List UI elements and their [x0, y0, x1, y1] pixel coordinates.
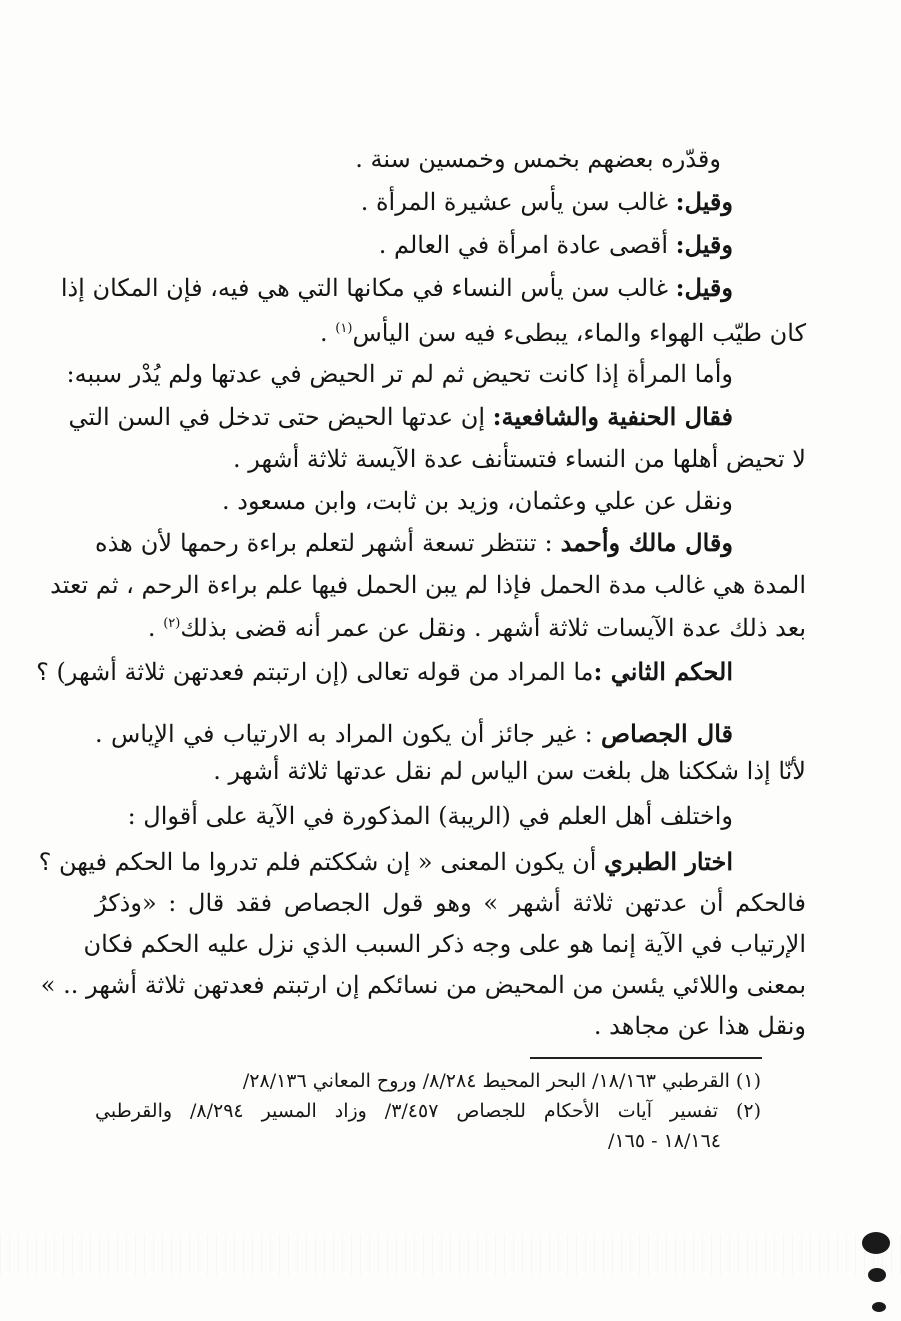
text-line-19: الإرتياب في الآية إنما هو على وجه ذكر السبب الذي نزل عليه الحكم فكان — [83, 930, 806, 958]
lead-term: اختار الطبري — [604, 847, 733, 876]
text-line-1: وقدّره بعضهم بخمس وخمسين سنة . — [355, 145, 721, 173]
footnote-separator — [530, 1057, 762, 1059]
text-line-10: وقال مالك وأحمد : تنتظر تسعة أشهر لتعلم براءة رحمها لأن هذه — [95, 528, 733, 557]
text-line-13: الحكم الثاني :ما المراد من قوله تعالى (إن ارتبتم فعدتهن ثلاثة أشهر) ؟ — [36, 657, 733, 686]
text-line-14: قال الجصاص : غير جائز أن يكون المراد به الارتياب في الإياس . — [95, 719, 733, 748]
lead-term: وقيل: — [675, 187, 733, 216]
text-line-21: ونقل هذا عن مجاهد . — [593, 1012, 806, 1040]
text-line-4: وقيل: غالب سن يأس النساء في مكانها التي هي فيه، فإن المكان إذا — [60, 273, 733, 302]
text-line-16: واختلف أهل العلم في (الريبة) المذكورة في الآية على أقوال : — [127, 802, 733, 830]
scan-noise — [0, 1235, 901, 1275]
text-line-7: فقال الحنفية والشافعية: إن عدتها الحيض حتى تدخل في السن التي — [68, 402, 733, 431]
text-line-20: بمعنى واللائي يئسن من المحيض من نسائكم إن ارتبتم فعدتهن ثلاثة أشهر .. » — [40, 971, 806, 999]
footnote-3: ١٨/١٦٤ - ١٦٥/ — [608, 1130, 721, 1152]
lead-term: وقيل: — [675, 273, 733, 302]
footnote-ref-2: (٢) — [163, 616, 181, 631]
footnote-ref-1: (١) — [335, 321, 353, 336]
text-line-12: بعد ذلك عدة الآيسات ثلاثة أشهر . ونقل عن عمر أنه قضى بذلك$^{(٢)}$ . — [147, 614, 806, 642]
text-line-18: فالحكم أن عدتهن ثلاثة أشهر » وهو قول الجصاص فقد قال : «وذكرُ — [95, 889, 806, 917]
text-line-3: وقيل: أقصى عادة امرأة في العالم . — [378, 230, 733, 259]
lead-term: قال الجصاص — [601, 719, 733, 748]
text-line-6: وأما المرأة إذا كانت تحيض ثم لم تر الحيض في عدتها ولم يُدْر سببه: — [66, 360, 733, 388]
lead-term: فقال الحنفية والشافعية: — [492, 402, 733, 431]
ink-blot — [862, 1232, 890, 1254]
lead-term: وقال مالك وأحمد — [560, 528, 733, 557]
text-line-11: المدة هي غالب مدة الحمل فإذا لم يبن الحمل فيها علم براءة الرحم ، ثم تعتد — [50, 571, 806, 599]
text-line-5: كان طيّب الهواء والماء، يبطىء فيه سن اليأس$^{(١)}$ . — [320, 319, 806, 347]
lead-term: وقيل: — [675, 230, 733, 259]
ink-blot — [872, 1302, 886, 1312]
footnote-1: (١) القرطبي ١٨/١٦٣/ البحر المحيط ٨/٢٨٤/ وروح المعاني ٢٨/١٣٦/ — [242, 1070, 761, 1092]
text-line-17: اختار الطبري أن يكون المعنى « إن شككتم فلم تدروا ما الحكم فيهن ؟ — [38, 847, 733, 876]
footnote-2: (٢) تفسير آيات الأحكام للجصاص ٣/٤٥٧/ وزاد المسير ٨/٢٩٤/ والقرطبي — [95, 1100, 761, 1122]
text-line-2: وقيل: غالب سن يأس عشيرة المرأة . — [360, 187, 733, 216]
text-line-9: ونقل عن علي وعثمان، وزيد بن ثابت، وابن مسعود . — [222, 487, 733, 515]
text-line-8: لا تحيض أهلها من النساء فتستأنف عدة الآيسة ثلاثة أشهر . — [232, 445, 806, 473]
text-line-15: لأنّا إذا شككنا هل بلغت سن الياس لم نقل عدتها ثلاثة أشهر . — [213, 757, 806, 785]
ink-blot — [868, 1268, 886, 1282]
lead-term: الحكم الثاني : — [593, 657, 733, 686]
